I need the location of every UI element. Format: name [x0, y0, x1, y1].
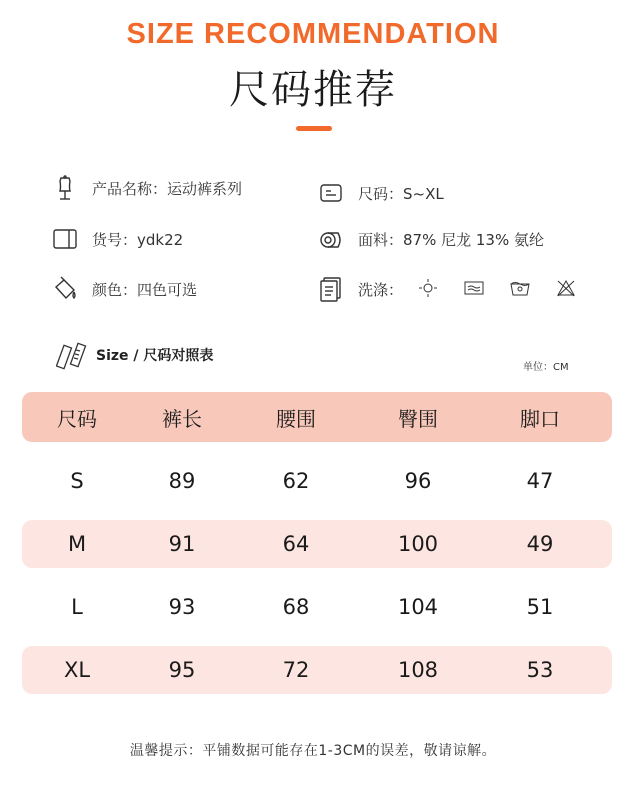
wash-row: [316, 274, 601, 304]
item-no-row: [50, 224, 183, 254]
color-row: [50, 274, 197, 304]
flat-dry-icon: [463, 278, 487, 300]
hip-cell: 104: [397, 595, 439, 619]
size-table: [22, 392, 612, 709]
ruler-icon: [56, 340, 92, 370]
sun-dry-icon: [417, 278, 441, 300]
column-header: 脚口: [520, 406, 560, 431]
hip-cell: 108: [397, 658, 439, 682]
length-cell: 91: [168, 532, 196, 556]
leg-opening-cell: 51: [526, 595, 554, 619]
leg-opening-cell: 53: [526, 658, 554, 682]
table-header-row: [22, 392, 612, 442]
waist-cell: 68: [282, 595, 310, 619]
size-cell: L: [71, 595, 83, 619]
size-tag-icon: [316, 178, 346, 208]
product-name-text: 产品名称：运动裤系列: [92, 179, 243, 198]
title-underline: [296, 126, 332, 131]
column-header: 裤长: [162, 406, 202, 431]
hip-cell: 96: [404, 469, 432, 493]
size-chart-title: Size / 尺码对照表: [96, 348, 214, 364]
footer-note: 温馨提示：平铺数据可能存在1-3CM的误差，敬请谅解。: [129, 743, 497, 759]
color-text: 颜色：四色可选: [92, 280, 198, 299]
size-range-text: 尺码：S~XL: [358, 184, 444, 203]
size-cell: XL: [63, 658, 91, 682]
size-chart-heading: [56, 340, 213, 370]
length-cell: 95: [168, 658, 196, 682]
fabric-roll-icon: [316, 224, 346, 254]
column-header: 臀围: [398, 406, 438, 431]
size-range-row: [316, 178, 444, 208]
title-chinese: 尺码推荐: [229, 67, 397, 113]
hip-cell: 100: [397, 532, 439, 556]
leg-opening-cell: 47: [526, 469, 554, 493]
item-no-text: 货号：ydk22: [92, 230, 184, 249]
table-row: [22, 583, 612, 631]
mannequin-icon: [50, 173, 80, 203]
waist-cell: 72: [282, 658, 310, 682]
unit-label: 单位：CM: [523, 362, 569, 373]
book-icon: [50, 224, 80, 254]
table-row: [22, 457, 612, 505]
fabric-text: 面料：87% 尼龙 13% 氨纶: [358, 230, 544, 249]
document-icon: [316, 274, 346, 304]
wash-label: 洗涤：: [358, 280, 404, 299]
leg-opening-cell: 49: [526, 532, 554, 556]
product-name-row: [50, 173, 242, 203]
length-cell: 93: [168, 595, 196, 619]
no-bleach-icon: [555, 278, 579, 300]
column-header: 腰围: [276, 406, 316, 431]
column-header: 尺码: [57, 406, 97, 431]
table-row: [22, 520, 612, 568]
table-row: [22, 646, 612, 694]
size-cell: M: [67, 532, 87, 556]
waist-cell: 64: [282, 532, 310, 556]
length-cell: 89: [168, 469, 196, 493]
waist-cell: 62: [282, 469, 310, 493]
title-english: SIZE RECOMMENDATION: [126, 18, 500, 50]
paint-bucket-icon: [50, 274, 80, 304]
fabric-row: [316, 224, 544, 254]
size-cell: S: [70, 469, 84, 493]
hand-wash-icon: [509, 278, 533, 300]
